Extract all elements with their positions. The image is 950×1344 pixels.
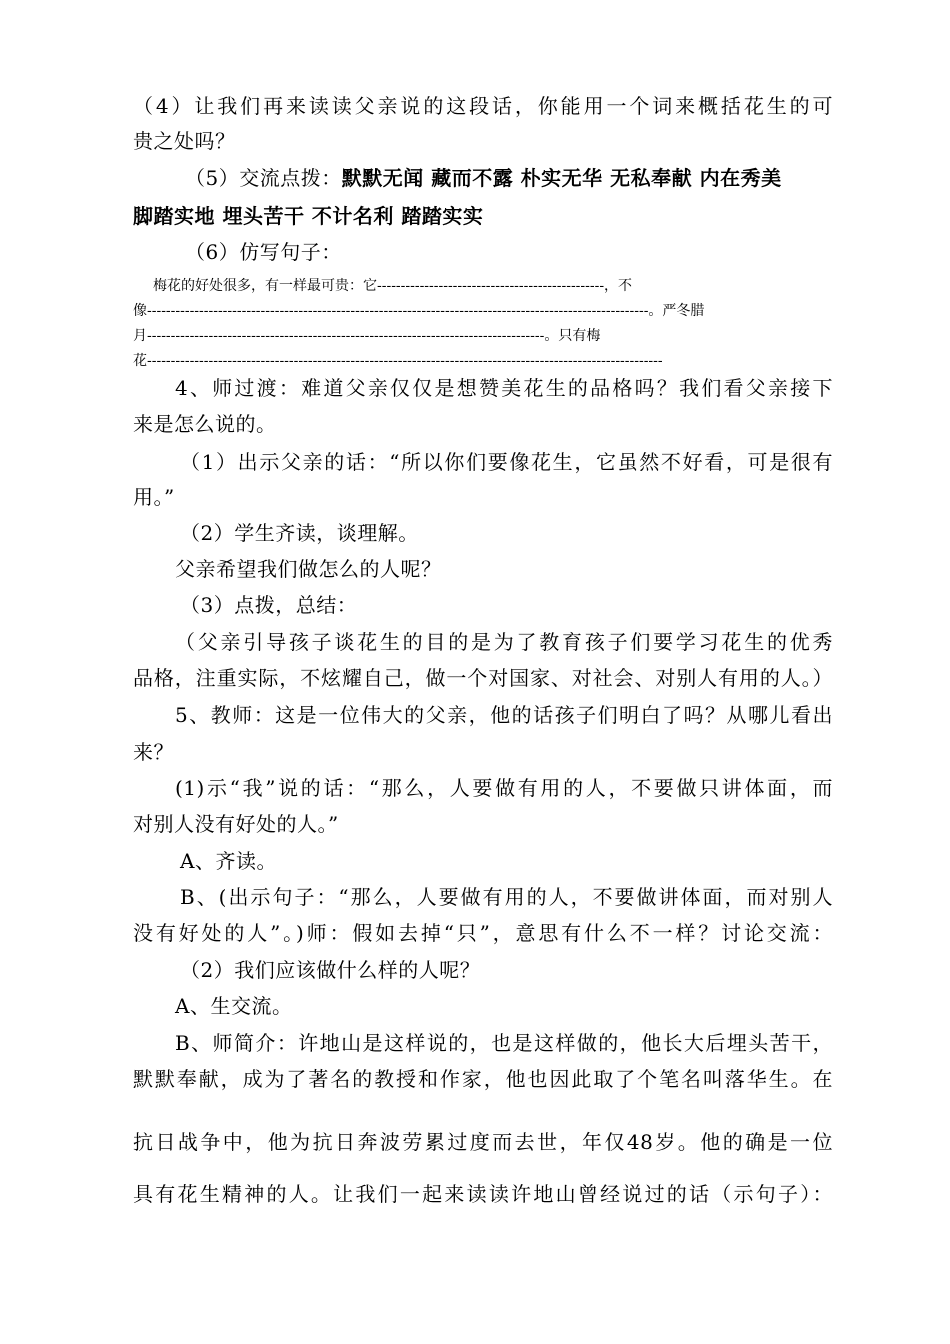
paragraph-line: (1)示“我”说的话：“那么，人要做有用的人，不要做只讲体面，而 <box>175 776 833 800</box>
paragraph-line: （4）让我们再来读读父亲说的这段话，你能用一个词来概括花生的可 <box>133 94 833 118</box>
paragraph-line: （3）点拨，总结： <box>180 593 358 617</box>
paragraph-line: 用。” <box>133 485 175 509</box>
bold-keywords: 脚踏实地 埋头苦干 不计名利 踏踏实实 <box>133 204 484 228</box>
paragraph-line: A、生交流。 <box>175 994 293 1018</box>
paragraph-line <box>185 166 782 190</box>
paragraph-line: 来？ <box>133 740 174 764</box>
paragraph-line: （6）仿写句子： <box>185 240 342 264</box>
paragraph-line: 来是怎么说的。 <box>133 412 277 436</box>
fill-in-line: 像----------------------------------------------------------------------------------------------------------。严冬腊 <box>133 303 705 319</box>
paragraph-line: （1）出示父亲的话：“所以你们要像花生，它虽然不好看，可是很有 <box>180 450 833 474</box>
paragraph-line: 没有好处的人”。)师：假如去掉“只”，意思有什么不一样？讨论交流： <box>133 921 833 945</box>
paragraph-line: （2）学生齐读，谈理解。 <box>180 521 419 545</box>
paragraph-line: 贵之处吗？ <box>133 129 236 153</box>
fill-in-line: 月------------------------------------------------------------------------------------。只有梅 <box>133 328 601 344</box>
paragraph-line: （父亲引导孩子谈花生的目的是为了教育孩子们要学习花生的优秀 <box>175 630 833 654</box>
paragraph-line: 品格，注重实际，不炫耀自己，做一个对国家、对社会、对别人有用的人。） <box>133 666 833 690</box>
fill-in-line: 花------------------------------------------------------------------------------------------------------------- <box>133 353 663 369</box>
paragraph-line: 父亲希望我们做怎么的人呢？ <box>175 557 442 581</box>
label-text: （5）交流点拨： <box>185 166 342 190</box>
paragraph-line: 5、教师：这是一位伟大的父亲，他的话孩子们明白了吗？从哪儿看出 <box>175 703 833 727</box>
paragraph-line: B、师简介：许地山是这样说的，也是这样做的，他长大后埋头苦干， <box>175 1031 833 1055</box>
paragraph-line: 抗日战争中，他为抗日奔波劳累过度而去世，年仅48岁。他的确是一位 <box>133 1130 833 1154</box>
bold-keywords: 默默无闻 藏而不露 朴实无华 无私奉献 内在秀美 <box>341 166 782 190</box>
paragraph-line: 4、师过渡：难道父亲仅仅是想赞美花生的品格吗？我们看父亲接下 <box>175 376 833 400</box>
paragraph-line: 对别人没有好处的人。” <box>133 812 339 836</box>
paragraph-line: B、(出示句子：“那么，人要做有用的人，不要做讲体面，而对别人 <box>180 885 833 909</box>
paragraph-line: 具有花生精神的人。让我们一起来读读许地山曾经说过的话（示句子）： <box>133 1182 833 1206</box>
paragraph-line: A、齐读。 <box>180 849 277 873</box>
paragraph-line: （2）我们应该做什么样的人呢？ <box>180 958 481 982</box>
fill-in-line: 梅花的好处很多，有一样最可贵：它------------------------------------------------，不 <box>153 278 633 294</box>
paragraph-line: 默默奉献，成为了著名的教授和作家，他也因此取了个笔名叫落华生。在 <box>133 1067 833 1091</box>
